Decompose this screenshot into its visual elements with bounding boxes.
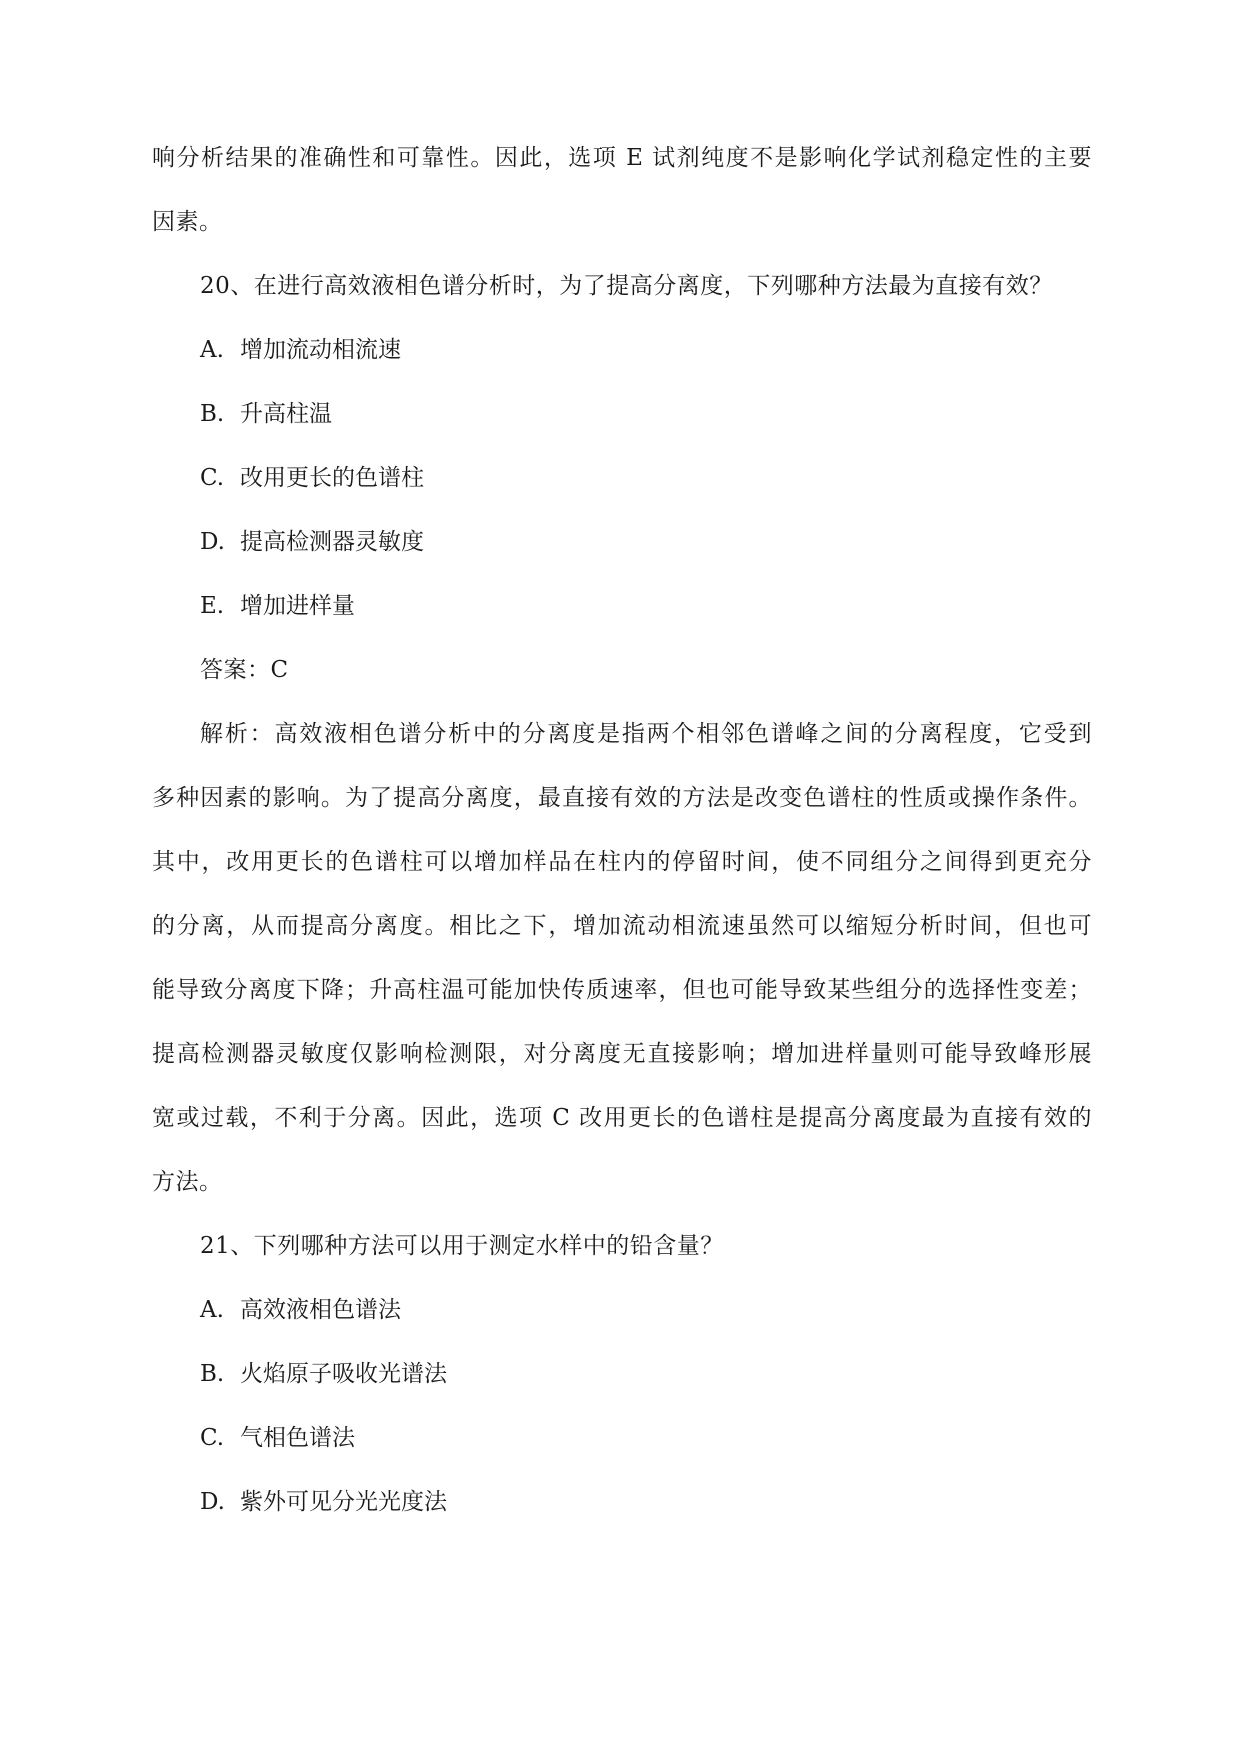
option-text: 升高柱温 <box>240 401 332 427</box>
option-text: 紫外可见分光光度法 <box>240 1489 447 1515</box>
explanation-line-2: 多种因素的影响。为了提高分离度，最直接有效的方法是改变色谱柱的性质或操作条件。 <box>152 785 1092 811</box>
option-letter: B. <box>200 1361 225 1387</box>
explanation-line-3: 其中，改用更长的色谱柱可以增加样品在柱内的停留时间，使不同组分之间得到更充分 <box>152 849 1092 875</box>
option-letter: D. <box>200 1489 225 1515</box>
question-21 <box>152 1230 1092 1550</box>
option-letter: A. <box>200 1297 224 1323</box>
question-21-text: 21、下列哪种方法可以用于测定水样中的铅含量？ <box>200 1233 724 1259</box>
explanation-line-4: 的分离，从而提高分离度。相比之下，增加流动相流速虽然可以缩短分析时间，但也可 <box>152 913 1092 939</box>
question-21-option-d <box>152 1486 1092 1550</box>
question-21-option-c <box>152 1422 1092 1486</box>
option-text: 增加进样量 <box>240 593 355 619</box>
explanation-line-1: 解析：高效液相色谱分析中的分离度是指两个相邻色谱峰之间的分离程度，它受到 <box>200 721 1092 747</box>
question-21-option-a <box>152 1294 1092 1358</box>
question-20-explanation <box>152 718 1092 1230</box>
option-letter: A. <box>200 337 224 363</box>
question-20-option-b <box>152 398 1092 462</box>
option-text: 增加流动相流速 <box>240 337 401 363</box>
question-20-answer: 答案：C <box>200 657 289 683</box>
document-content <box>152 142 1092 1550</box>
explanation-line-7: 宽或过载，不利于分离。因此，选项 C 改用更长的色谱柱是提高分离度最为直接有效的 <box>152 1105 1092 1131</box>
option-letter: C. <box>200 1425 225 1451</box>
option-text: 气相色谱法 <box>240 1425 355 1451</box>
explanation-line-6: 提高检测器灵敏度仅影响检测限，对分离度无直接影响；增加进样量则可能导致峰形展 <box>152 1041 1092 1067</box>
prev-explanation-line-2: 因素。 <box>152 209 223 235</box>
question-20-option-d <box>152 526 1092 590</box>
option-text: 火焰原子吸收光谱法 <box>240 1361 447 1387</box>
option-letter: B. <box>200 401 225 427</box>
option-letter: E. <box>200 593 225 619</box>
explanation-line-8: 方法。 <box>152 1169 223 1195</box>
option-text: 提高检测器灵敏度 <box>240 529 424 555</box>
prev-explanation-line-1: 响分析结果的准确性和可靠性。因此，选项 E 试剂纯度不是影响化学试剂稳定性的主要 <box>152 145 1092 171</box>
question-20-option-a <box>152 334 1092 398</box>
option-text: 高效液相色谱法 <box>240 1297 401 1323</box>
option-letter: D. <box>200 529 225 555</box>
prev-explanation <box>152 142 1092 270</box>
question-20 <box>152 270 1092 1230</box>
option-letter: C. <box>200 465 225 491</box>
question-20-text: 20、在进行高效液相色谱分析时，为了提高分离度，下列哪种方法最为直接有效？ <box>200 273 1053 299</box>
question-20-option-c <box>152 462 1092 526</box>
question-20-option-e <box>152 590 1092 654</box>
question-21-option-b <box>152 1358 1092 1422</box>
explanation-line-5: 能导致分离度下降；升高柱温可能加快传质速率，但也可能导致某些组分的选择性变差； <box>152 977 1092 1003</box>
option-text: 改用更长的色谱柱 <box>240 465 424 491</box>
